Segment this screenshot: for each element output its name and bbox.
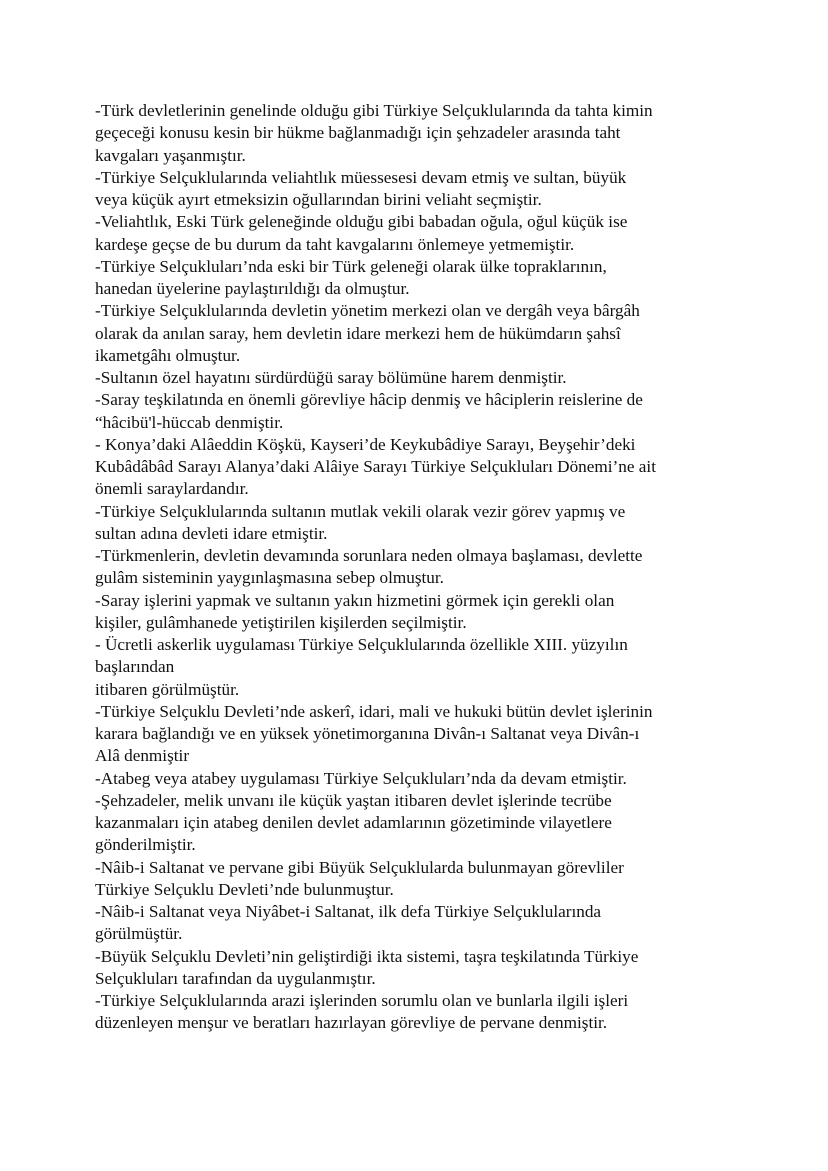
text-line: -Nâib-i Saltanat ve pervane gibi Büyük Selçuklularda bulunmayan görevliler	[95, 857, 624, 877]
text-line: -Türkiye Selçuklularında sultanın mutlak vekili olarak vezir görev yapmış ve	[95, 501, 626, 521]
text-line: - Ücretli askerlik uygulaması Türkiye Selçuklularında özellikle XIII. yüzyılın	[95, 635, 628, 654]
text-line: -Türkiye Selçuklularında devletin yönetim merkezi olan ve dergâh veya bârgâh	[95, 301, 640, 321]
text-line: -Veliahtlık, Eski Türk geleneğinde olduğu gibi babadan oğula, oğul küçük ise	[95, 212, 628, 232]
text-line: Selçukluları tarafından da uygulanmıştır.	[95, 968, 376, 988]
text-line: -Şehzadeler, melik unvanı ile küçük yaştan itibaren devlet işlerinde tecrübe	[95, 790, 612, 810]
text-line: gulâm sisteminin yaygınlaşmasına sebep olmuştur.	[95, 568, 444, 588]
text-line: kavgaları yaşanmıştır.	[95, 145, 246, 165]
text-line: başlarından	[95, 657, 175, 677]
text-line: -Atabeg veya atabey uygulaması Türkiye Selçukluları’nda da devam etmiştir.	[95, 768, 627, 788]
text-line: -Türkiye Selçukluları’nda eski bir Türk geleneği olarak ülke topraklarının,	[95, 256, 607, 276]
text-line: görülmüştür.	[95, 924, 183, 944]
text-line: - Konya’daki Alâeddin Köşkü, Kayseri’de Keykubâdiye Sarayı, Beyşehir’deki	[95, 434, 636, 454]
text-line: karara bağlandığı ve en yüksek yönetimorganına Divân-ı Saltanat veya Divân-ı	[95, 724, 640, 743]
text-line: -Türk devletlerinin genelinde olduğu gibi Türkiye Selçuklularında da tahta kimin	[95, 101, 653, 120]
text-line: ikametgâhı olmuştur.	[95, 345, 241, 365]
text-line: -Sultanın özel hayatını sürdürdüğü saray bölümüne harem denmiştir.	[95, 368, 567, 387]
text-line: geçeceği konusu kesin bir hükme bağlanmadığı için şehzadeler arasında taht	[95, 123, 621, 143]
text-line: düzenleyen menşur ve beratları hazırlayan görevliye de pervane denmiştir.	[95, 1013, 608, 1033]
text-line: kişiler, gulâmhanede yetiştirilen kişilerden seçilmiştir.	[95, 612, 467, 632]
text-line: Alâ denmiştir	[95, 746, 190, 766]
text-line: -Saray teşkilatında en önemli görevliye hâcip denmiş ve hâciplerin reislerine de	[95, 390, 643, 410]
text-line: -Türkiye Selçuklu Devleti’nde askerî, idari, mali ve hukuki bütün devlet işlerinin	[95, 701, 653, 721]
text-line: -Türkiye Selçuklularında veliahtlık müessesesi devam etmiş ve sultan, büyük	[95, 167, 627, 187]
text-line: -Türkmenlerin, devletin devamında sorunlara neden olmaya başlaması, devlette	[95, 546, 643, 565]
text-line: olarak da anılan saray, hem devletin idare merkezi hem de hükümdarın şahsî	[95, 323, 621, 343]
text-line: kardeşe geçse de bu durum da taht kavgalarını önlemeye yetmemiştir.	[95, 234, 575, 254]
text-line: itibaren görülmüştür.	[95, 679, 240, 699]
text-line: kazanmaları için atabeg denilen devlet adamlarının gözetiminde vilayetlere	[95, 813, 612, 832]
text-line: “hâcibü'l-hüccab denmiştir.	[95, 412, 284, 432]
text-line: -Saray işlerini yapmak ve sultanın yakın hizmetini görmek için gerekli olan	[95, 590, 615, 610]
text-line: hanedan üyelerine paylaştırıldığı da olmuştur.	[95, 279, 410, 298]
text-line: sultan adına devleti idare etmiştir.	[95, 523, 328, 543]
text-line: -Türkiye Selçuklularında arazi işlerinden sorumlu olan ve bunlarla ilgili işleri	[95, 991, 629, 1010]
text-line: -Nâib-i Saltanat veya Niyâbet-i Saltanat, ilk defa Türkiye Selçuklularında	[95, 902, 602, 921]
text-line: önemli saraylardandır.	[95, 479, 249, 499]
text-line: Kubâdâbâd Sarayı Alanya’daki Alâiye Sarayı Türkiye Selçukluları Dönemi’ne ait	[95, 457, 656, 476]
text-line: -Büyük Selçuklu Devleti’nin geliştirdiği ikta sistemi, taşra teşkilatında Türkiye	[95, 946, 639, 966]
text-line: gönderilmiştir.	[95, 835, 196, 855]
text-line: Türkiye Selçuklu Devleti’nde bulunmuştur.	[95, 879, 394, 899]
text-line: veya küçük ayırt etmeksizin oğullarından birini veliaht seçmiştir.	[95, 190, 542, 209]
document-body	[95, 100, 755, 1035]
